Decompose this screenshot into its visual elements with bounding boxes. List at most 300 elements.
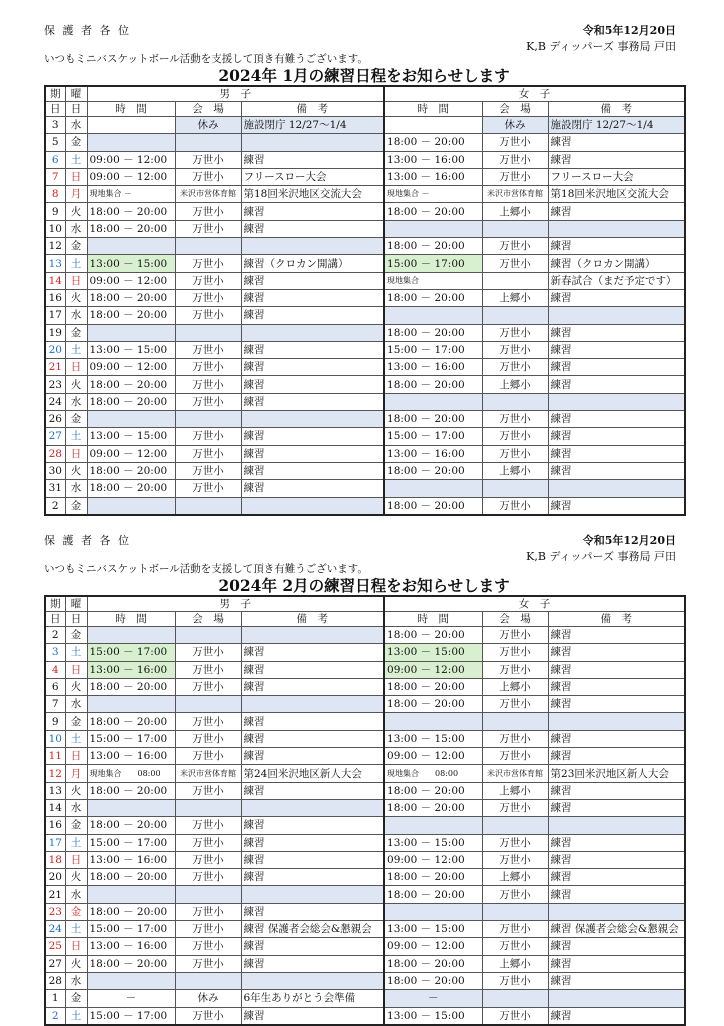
table-row bbox=[45, 921, 685, 938]
male-time bbox=[87, 972, 175, 989]
row-day: 30 bbox=[45, 462, 65, 479]
female-venue bbox=[482, 220, 548, 237]
female-venue: 米沢市営体育館 bbox=[482, 186, 548, 203]
female-time: 13:00 － 15:00 bbox=[384, 644, 482, 661]
male-time bbox=[87, 134, 175, 151]
table-row bbox=[45, 376, 685, 393]
header-weekday-sub: 日 bbox=[65, 612, 87, 627]
female-venue: 万世小 bbox=[482, 238, 548, 255]
row-weekday: 水 bbox=[65, 886, 87, 903]
female-venue bbox=[482, 272, 548, 289]
female-time: 09:00 － 12:00 bbox=[384, 851, 482, 868]
female-note bbox=[548, 817, 685, 834]
female-time bbox=[384, 393, 482, 410]
female-note: 練習 bbox=[548, 627, 685, 644]
male-time: － bbox=[87, 990, 175, 1007]
male-time bbox=[87, 411, 175, 428]
female-note: 練習 bbox=[548, 445, 685, 462]
female-time: 13:00 － 15:00 bbox=[384, 730, 482, 747]
male-time: 現地集合 － bbox=[87, 186, 175, 203]
male-venue: 休み bbox=[175, 990, 241, 1007]
male-venue: 万世小 bbox=[175, 428, 241, 445]
row-day: 23 bbox=[45, 903, 65, 920]
male-time: 18:00 － 20:00 bbox=[87, 376, 175, 393]
female-note: 練習 bbox=[548, 376, 685, 393]
row-weekday: 水 bbox=[65, 220, 87, 237]
male-time: 18:00 － 20:00 bbox=[87, 869, 175, 886]
female-time bbox=[384, 307, 482, 324]
row-weekday: 火 bbox=[65, 203, 87, 220]
male-venue: 万世小 bbox=[175, 393, 241, 410]
male-time: 15:00 － 17:00 bbox=[87, 1007, 175, 1025]
male-note: 練習 bbox=[241, 359, 384, 376]
female-venue: 上郷小 bbox=[482, 376, 548, 393]
table-row bbox=[45, 972, 685, 989]
female-note: 練習 bbox=[548, 661, 685, 678]
male-note: 練習 bbox=[241, 220, 384, 237]
female-note: 練習 bbox=[548, 411, 685, 428]
female-time: 18:00 － 20:00 bbox=[384, 497, 482, 515]
row-weekday: 水 bbox=[65, 307, 87, 324]
male-time bbox=[87, 238, 175, 255]
male-note: 施設閉庁 12/27〜1/4 bbox=[241, 117, 384, 134]
male-time: 13:00 － 16:00 bbox=[87, 661, 175, 678]
row-day: 12 bbox=[45, 238, 65, 255]
row-weekday: 月 bbox=[65, 765, 87, 782]
female-time: 18:00 － 20:00 bbox=[384, 627, 482, 644]
female-venue: 万世小 bbox=[482, 644, 548, 661]
row-weekday: 金 bbox=[65, 497, 87, 515]
row-weekday: 火 bbox=[65, 869, 87, 886]
male-venue: 万世小 bbox=[175, 834, 241, 851]
male-venue: 万世小 bbox=[175, 168, 241, 185]
female-venue: 万世小 bbox=[482, 661, 548, 678]
female-time: 09:00 － 12:00 bbox=[384, 748, 482, 765]
row-weekday: 金 bbox=[65, 990, 87, 1007]
male-time: 15:00 － 17:00 bbox=[87, 834, 175, 851]
table-row bbox=[45, 238, 685, 255]
male-note: 練習 bbox=[241, 938, 384, 955]
female-time bbox=[384, 817, 482, 834]
male-time: 15:00 － 17:00 bbox=[87, 644, 175, 661]
male-venue: 万世小 bbox=[175, 817, 241, 834]
header-female: 女 子 bbox=[384, 86, 685, 102]
table-row bbox=[45, 765, 685, 782]
female-time: 現地集合 － bbox=[384, 186, 482, 203]
female-time: 18:00 － 20:00 bbox=[384, 462, 482, 479]
row-weekday: 水 bbox=[65, 972, 87, 989]
table-row bbox=[45, 186, 685, 203]
row-weekday: 火 bbox=[65, 376, 87, 393]
schedule-table bbox=[44, 85, 686, 516]
row-weekday: 金 bbox=[65, 713, 87, 730]
row-day: 6 bbox=[45, 151, 65, 168]
male-time: 18:00 － 20:00 bbox=[87, 289, 175, 306]
female-venue: 万世小 bbox=[482, 696, 548, 713]
male-venue bbox=[175, 799, 241, 816]
row-day: 13 bbox=[45, 255, 65, 272]
row-weekday: 日 bbox=[65, 661, 87, 678]
row-weekday: 土 bbox=[65, 341, 87, 358]
table-row bbox=[45, 730, 685, 747]
female-time: 18:00 － 20:00 bbox=[384, 799, 482, 816]
row-day: 17 bbox=[45, 834, 65, 851]
male-time: 18:00 － 20:00 bbox=[87, 713, 175, 730]
female-time: 18:00 － 20:00 bbox=[384, 869, 482, 886]
table-row bbox=[45, 445, 685, 462]
male-time: 15:00 － 17:00 bbox=[87, 921, 175, 938]
table-row bbox=[45, 480, 685, 497]
page-title: 2024年 1月の練習日程をお知らせします bbox=[218, 66, 510, 85]
female-venue: 万世小 bbox=[482, 168, 548, 185]
female-venue bbox=[482, 990, 548, 1007]
male-note: 練習 bbox=[241, 1007, 384, 1025]
header-female-note: 備 考 bbox=[548, 612, 685, 627]
female-time bbox=[384, 117, 482, 134]
male-time: 13:00 － 16:00 bbox=[87, 938, 175, 955]
female-note: 練習 保護者会総会&懇親会 bbox=[548, 921, 685, 938]
male-time: 18:00 － 20:00 bbox=[87, 220, 175, 237]
male-venue: 万世小 bbox=[175, 903, 241, 920]
female-venue: 万世小 bbox=[482, 359, 548, 376]
male-note: 練習 bbox=[241, 203, 384, 220]
female-venue: 上郷小 bbox=[482, 955, 548, 972]
male-note: 練習 bbox=[241, 678, 384, 695]
row-day: 2 bbox=[45, 627, 65, 644]
row-weekday: 土 bbox=[65, 1007, 87, 1025]
female-venue bbox=[482, 480, 548, 497]
female-time: 13:00 － 16:00 bbox=[384, 359, 482, 376]
row-day: 26 bbox=[45, 411, 65, 428]
female-time: 18:00 － 20:00 bbox=[384, 238, 482, 255]
female-venue: 万世小 bbox=[482, 255, 548, 272]
page-title: 2024年 2月の練習日程をお知らせします bbox=[218, 576, 510, 595]
header-male-time: 時 間 bbox=[87, 612, 175, 627]
table-row bbox=[45, 117, 685, 134]
header-male: 男 子 bbox=[87, 86, 384, 102]
male-venue: 万世小 bbox=[175, 289, 241, 306]
female-time: 15:00 － 17:00 bbox=[384, 255, 482, 272]
table-row bbox=[45, 851, 685, 868]
header-day: 期 bbox=[45, 596, 65, 612]
female-time: 09:00 － 12:00 bbox=[384, 938, 482, 955]
table-row bbox=[45, 678, 685, 695]
row-day: 6 bbox=[45, 678, 65, 695]
male-venue: 米沢市営体育館 bbox=[175, 186, 241, 203]
row-weekday: 火 bbox=[65, 955, 87, 972]
male-venue: 万世小 bbox=[175, 1007, 241, 1025]
female-time: 18:00 － 20:00 bbox=[384, 972, 482, 989]
female-note: 練習 bbox=[548, 644, 685, 661]
row-weekday: 火 bbox=[65, 782, 87, 799]
male-note: 練習 bbox=[241, 730, 384, 747]
header-day: 期 bbox=[45, 86, 65, 102]
row-day: 27 bbox=[45, 955, 65, 972]
row-weekday: 土 bbox=[65, 255, 87, 272]
female-time: 18:00 － 20:00 bbox=[384, 782, 482, 799]
female-note: 練習 bbox=[548, 748, 685, 765]
female-time bbox=[384, 220, 482, 237]
female-venue: 万世小 bbox=[482, 834, 548, 851]
female-venue: 上郷小 bbox=[482, 203, 548, 220]
row-day: 4 bbox=[45, 661, 65, 678]
female-venue: 上郷小 bbox=[482, 782, 548, 799]
male-venue: 万世小 bbox=[175, 955, 241, 972]
male-note: 練習 bbox=[241, 817, 384, 834]
male-note bbox=[241, 134, 384, 151]
female-time: 現地集合 08:00 bbox=[384, 765, 482, 782]
male-time: 09:00 － 12:00 bbox=[87, 445, 175, 462]
row-day: 7 bbox=[45, 168, 65, 185]
male-time: 09:00 － 12:00 bbox=[87, 359, 175, 376]
male-venue bbox=[175, 627, 241, 644]
row-day: 27 bbox=[45, 428, 65, 445]
male-time: 18:00 － 20:00 bbox=[87, 393, 175, 410]
female-note: 練習 bbox=[548, 324, 685, 341]
female-note: 練習（クロカン開講） bbox=[548, 255, 685, 272]
male-time: 18:00 － 20:00 bbox=[87, 480, 175, 497]
row-weekday: 金 bbox=[65, 627, 87, 644]
header-weekday: 曜 bbox=[65, 596, 87, 612]
female-note: 練習 bbox=[548, 341, 685, 358]
row-day: 10 bbox=[45, 730, 65, 747]
row-weekday: 土 bbox=[65, 644, 87, 661]
table-row bbox=[45, 903, 685, 920]
row-weekday: 水 bbox=[65, 799, 87, 816]
female-note: 練習 bbox=[548, 696, 685, 713]
female-venue bbox=[482, 307, 548, 324]
header-weekday-sub: 日 bbox=[65, 102, 87, 117]
female-time: 15:00 － 17:00 bbox=[384, 341, 482, 358]
male-venue: 万世小 bbox=[175, 272, 241, 289]
male-note: 練習 bbox=[241, 644, 384, 661]
female-time bbox=[384, 480, 482, 497]
male-note bbox=[241, 696, 384, 713]
row-weekday: 火 bbox=[65, 462, 87, 479]
row-weekday: 土 bbox=[65, 428, 87, 445]
male-venue: 万世小 bbox=[175, 782, 241, 799]
schedule-table bbox=[44, 595, 686, 1026]
header-female-note: 備 考 bbox=[548, 102, 685, 117]
female-note: 練習 bbox=[548, 851, 685, 868]
female-note bbox=[548, 713, 685, 730]
female-note: 練習 bbox=[548, 972, 685, 989]
male-note: 練習 bbox=[241, 376, 384, 393]
table-row bbox=[45, 134, 685, 151]
female-note: 新春試合（まだ予定です） bbox=[548, 272, 685, 289]
male-venue bbox=[175, 696, 241, 713]
table-row bbox=[45, 289, 685, 306]
male-time: 現地集合 08:00 bbox=[87, 765, 175, 782]
table-row bbox=[45, 462, 685, 479]
greeting: いつもミニバスケットボール活動を支援して頂き有難うございます。 bbox=[44, 53, 368, 65]
female-note bbox=[548, 903, 685, 920]
table-row bbox=[45, 990, 685, 1007]
male-time: 13:00 － 15:00 bbox=[87, 428, 175, 445]
row-day: 3 bbox=[45, 644, 65, 661]
male-time: 18:00 － 20:00 bbox=[87, 307, 175, 324]
male-note: フリースロー大会 bbox=[241, 168, 384, 185]
male-time: 18:00 － 20:00 bbox=[87, 203, 175, 220]
table-row bbox=[45, 1007, 685, 1025]
row-weekday: 水 bbox=[65, 393, 87, 410]
male-venue: 万世小 bbox=[175, 644, 241, 661]
recipient: 保 護 者 各 位 bbox=[44, 534, 131, 547]
row-weekday: 月 bbox=[65, 186, 87, 203]
row-day: 20 bbox=[45, 341, 65, 358]
male-note bbox=[241, 799, 384, 816]
male-note: 練習 bbox=[241, 151, 384, 168]
male-time: 13:00 － 16:00 bbox=[87, 851, 175, 868]
male-venue: 万世小 bbox=[175, 203, 241, 220]
female-note: 練習 bbox=[548, 782, 685, 799]
male-note bbox=[241, 886, 384, 903]
female-time: 18:00 － 20:00 bbox=[384, 289, 482, 306]
female-venue: 上郷小 bbox=[482, 869, 548, 886]
row-day: 25 bbox=[45, 938, 65, 955]
female-time: 09:00 － 12:00 bbox=[384, 661, 482, 678]
male-time bbox=[87, 497, 175, 515]
male-note: 練習（クロカン開講） bbox=[241, 255, 384, 272]
female-note bbox=[548, 480, 685, 497]
female-venue: 万世小 bbox=[482, 341, 548, 358]
male-note: 練習 bbox=[241, 661, 384, 678]
table-row bbox=[45, 255, 685, 272]
table-row bbox=[45, 359, 685, 376]
male-venue bbox=[175, 497, 241, 515]
row-day: 11 bbox=[45, 748, 65, 765]
female-note: 施設閉庁 12/27〜1/4 bbox=[548, 117, 685, 134]
male-time bbox=[87, 696, 175, 713]
female-note: 練習 bbox=[548, 886, 685, 903]
row-weekday: 日 bbox=[65, 272, 87, 289]
male-note bbox=[241, 324, 384, 341]
female-note bbox=[548, 220, 685, 237]
header-female-venue: 会 場 bbox=[482, 612, 548, 627]
row-day: 10 bbox=[45, 220, 65, 237]
female-time: 現地集合 bbox=[384, 272, 482, 289]
female-note: 第23回米沢地区新人大会 bbox=[548, 765, 685, 782]
female-time: 18:00 － 20:00 bbox=[384, 376, 482, 393]
male-note: 練習 bbox=[241, 713, 384, 730]
header-male: 男 子 bbox=[87, 596, 384, 612]
female-note bbox=[548, 393, 685, 410]
female-note: 練習 bbox=[548, 151, 685, 168]
female-venue: 休み bbox=[482, 117, 548, 134]
row-day: 12 bbox=[45, 765, 65, 782]
male-time: 18:00 － 20:00 bbox=[87, 955, 175, 972]
female-venue: 上郷小 bbox=[482, 462, 548, 479]
female-note: フリースロー大会 bbox=[548, 168, 685, 185]
row-day: 21 bbox=[45, 359, 65, 376]
female-time: 18:00 － 20:00 bbox=[384, 886, 482, 903]
row-weekday: 日 bbox=[65, 359, 87, 376]
female-venue: 万世小 bbox=[482, 938, 548, 955]
female-venue: 万世小 bbox=[482, 428, 548, 445]
male-note: 練習 bbox=[241, 955, 384, 972]
table-row bbox=[45, 203, 685, 220]
row-weekday: 金 bbox=[65, 324, 87, 341]
male-time: 09:00 － 12:00 bbox=[87, 168, 175, 185]
male-note: 練習 bbox=[241, 748, 384, 765]
row-weekday: 水 bbox=[65, 117, 87, 134]
female-time: － bbox=[384, 990, 482, 1007]
table-row bbox=[45, 272, 685, 289]
female-time: 13:00 － 15:00 bbox=[384, 1007, 482, 1025]
male-note: 練習 bbox=[241, 289, 384, 306]
male-time bbox=[87, 886, 175, 903]
male-note: 練習 保護者会総会&懇親会 bbox=[241, 921, 384, 938]
male-venue: 万世小 bbox=[175, 445, 241, 462]
female-venue: 万世小 bbox=[482, 627, 548, 644]
header-male-note: 備 考 bbox=[241, 612, 384, 627]
header-male-note: 備 考 bbox=[241, 102, 384, 117]
male-venue bbox=[175, 324, 241, 341]
table-row bbox=[45, 886, 685, 903]
female-venue: 万世小 bbox=[482, 134, 548, 151]
male-note: 練習 bbox=[241, 307, 384, 324]
female-note: 練習 bbox=[548, 497, 685, 515]
male-time: 13:00 － 15:00 bbox=[87, 341, 175, 358]
row-weekday: 土 bbox=[65, 730, 87, 747]
table-row bbox=[45, 713, 685, 730]
female-note: 練習 bbox=[548, 869, 685, 886]
female-venue: 万世小 bbox=[482, 730, 548, 747]
female-venue: 米沢市営体育館 bbox=[482, 765, 548, 782]
table-row bbox=[45, 428, 685, 445]
table-row bbox=[45, 307, 685, 324]
female-venue: 万世小 bbox=[482, 497, 548, 515]
sheet-header bbox=[44, 528, 684, 562]
row-day: 17 bbox=[45, 307, 65, 324]
male-note bbox=[241, 497, 384, 515]
male-note bbox=[241, 238, 384, 255]
female-venue: 万世小 bbox=[482, 851, 548, 868]
male-venue: 万世小 bbox=[175, 921, 241, 938]
male-venue: 休み bbox=[175, 117, 241, 134]
male-time: 18:00 － 20:00 bbox=[87, 678, 175, 695]
table-row bbox=[45, 220, 685, 237]
male-venue: 万世小 bbox=[175, 462, 241, 479]
row-day: 23 bbox=[45, 376, 65, 393]
male-venue: 万世小 bbox=[175, 480, 241, 497]
male-time: 13:00 － 16:00 bbox=[87, 748, 175, 765]
female-time: 18:00 － 20:00 bbox=[384, 134, 482, 151]
table-row bbox=[45, 938, 685, 955]
row-weekday: 日 bbox=[65, 168, 87, 185]
male-venue: 万世小 bbox=[175, 938, 241, 955]
male-venue: 万世小 bbox=[175, 376, 241, 393]
female-note: 練習 bbox=[548, 799, 685, 816]
table-row bbox=[45, 644, 685, 661]
female-venue bbox=[482, 817, 548, 834]
female-venue: 万世小 bbox=[482, 411, 548, 428]
row-weekday: 火 bbox=[65, 678, 87, 695]
male-note: 練習 bbox=[241, 445, 384, 462]
row-day: 7 bbox=[45, 696, 65, 713]
header-female-venue: 会 場 bbox=[482, 102, 548, 117]
table-row bbox=[45, 799, 685, 816]
male-venue: 万世小 bbox=[175, 678, 241, 695]
male-time bbox=[87, 324, 175, 341]
male-note: 練習 bbox=[241, 462, 384, 479]
table-row bbox=[45, 834, 685, 851]
female-note: 練習 bbox=[548, 203, 685, 220]
female-note: 練習 bbox=[548, 938, 685, 955]
male-note: 6年生ありがとう会準備 bbox=[241, 990, 384, 1007]
male-time: 18:00 － 20:00 bbox=[87, 903, 175, 920]
female-time: 18:00 － 20:00 bbox=[384, 678, 482, 695]
